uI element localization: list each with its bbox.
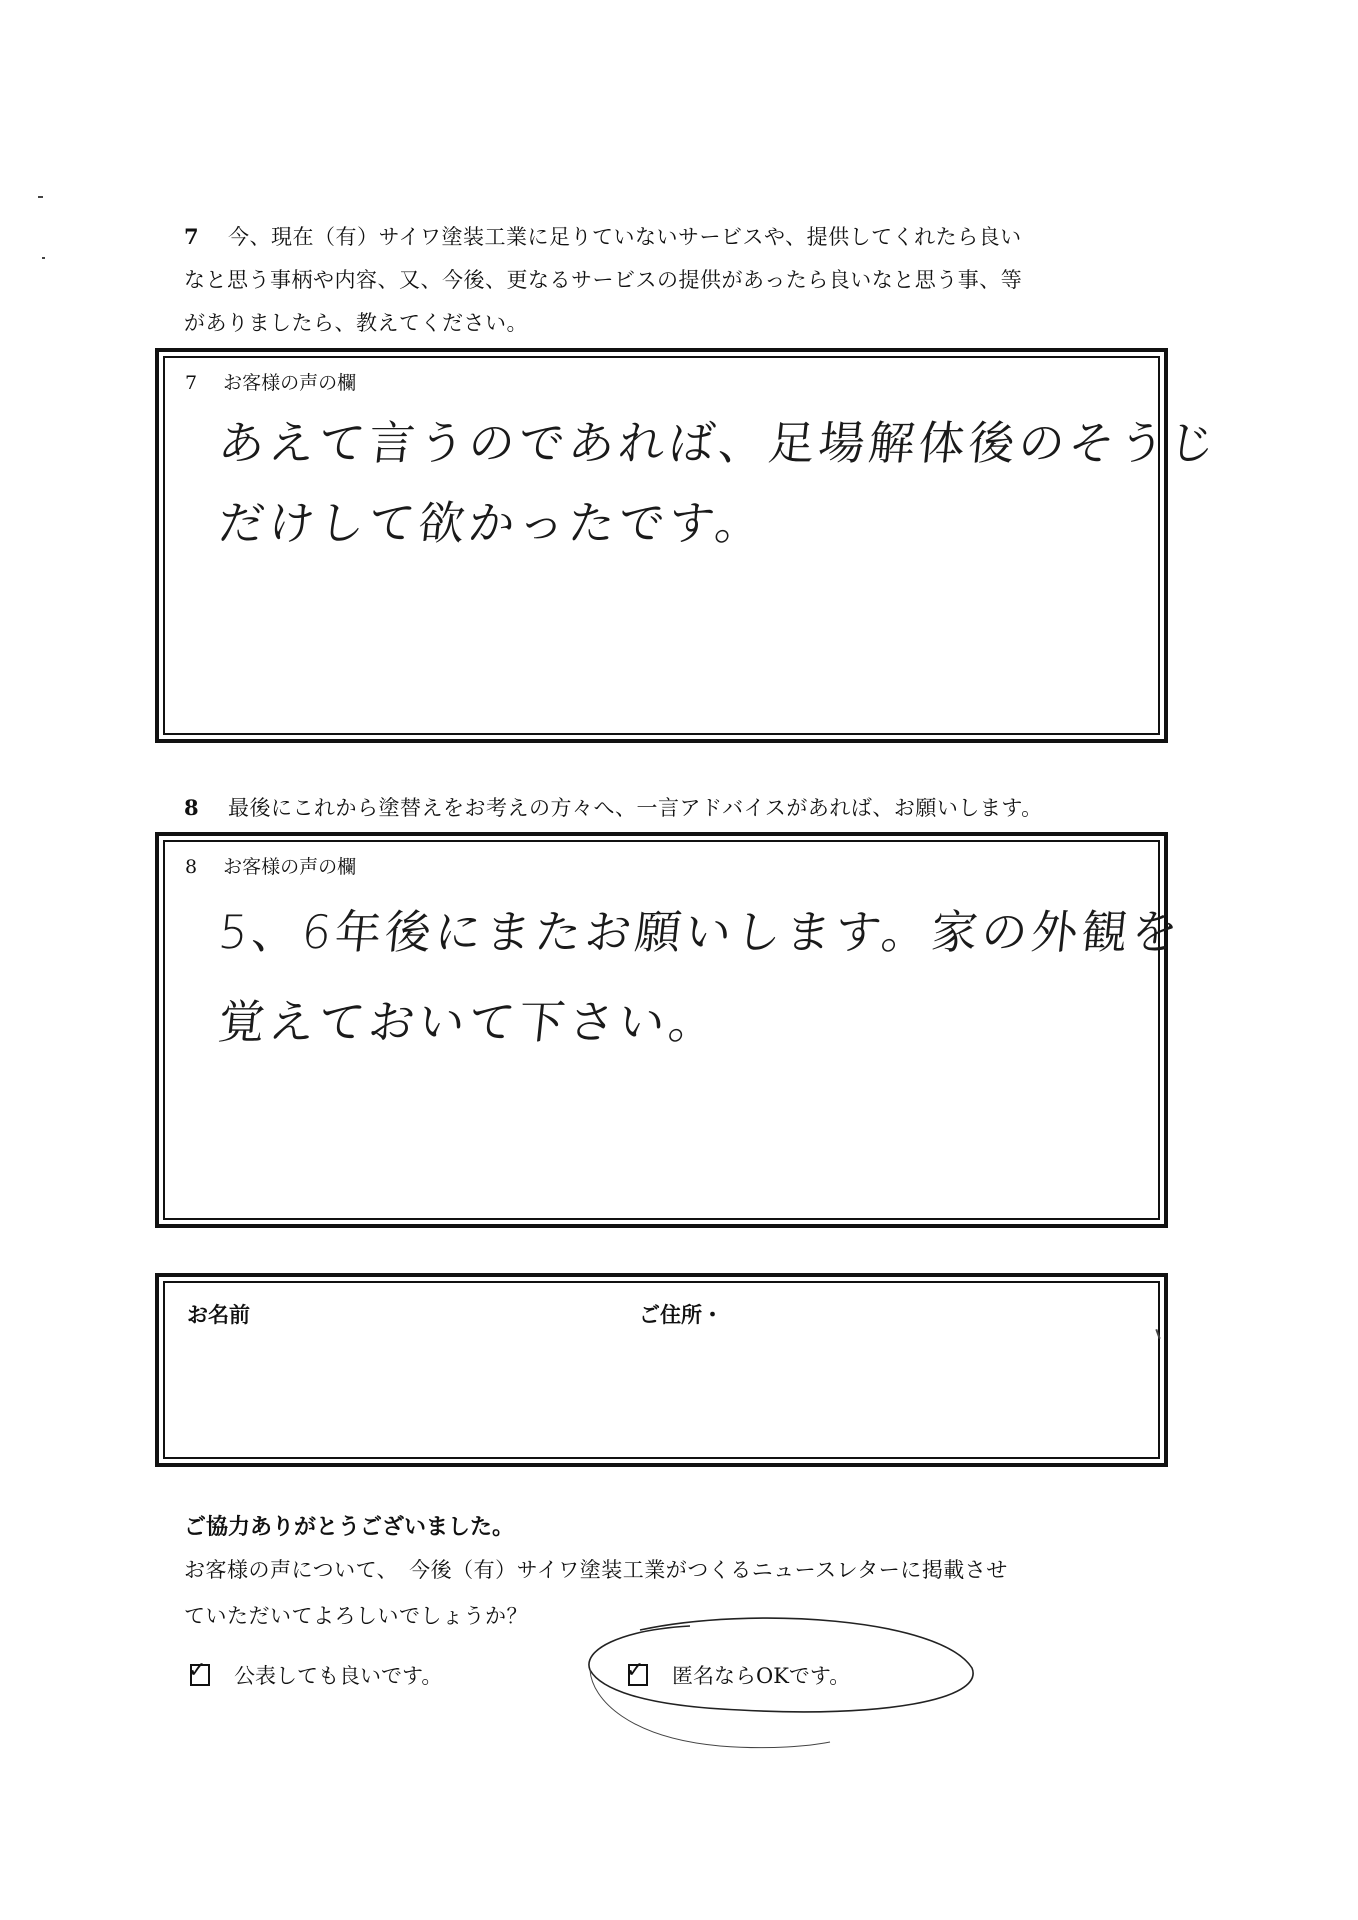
answer-box-7-label <box>185 368 356 395</box>
closing-title: ご協力ありがとうございました。 <box>184 1514 515 1540</box>
question-7-line-3: がありましたら、教えてください。 <box>184 311 528 335</box>
answer-box-7 <box>155 348 1222 743</box>
name-label: お名前 <box>187 1302 250 1327</box>
consent-option-public-label: 公表しても良いです。 <box>234 1664 443 1688</box>
consent-option-anonymous-label: 匿名ならOKです。 <box>672 1664 851 1688</box>
question-7-line-1 <box>184 215 1184 259</box>
answer-box-7-title: お客様の声の欄 <box>223 372 357 394</box>
question-7-number: 7 <box>184 224 200 249</box>
check-mark-icon: ✓ <box>188 1658 207 1683</box>
answer-box-8 <box>155 832 1185 1228</box>
handwritten-answer-7-line-2: だけして欲かったです。 <box>215 496 768 550</box>
question-8-number: 8 <box>184 795 200 820</box>
question-7 <box>184 215 1184 345</box>
closing-line-2: ていただいてよろしいでしょうか？ <box>184 1604 528 1628</box>
closing-line-1: お客様の声について、 今後（有）サイワ塗装工業がつくるニュースレターに掲載させ <box>184 1558 1008 1582</box>
question-7-text: 今、現在（有）サイワ塗装工業に足りていないサービスや、提供してくれたら良い <box>228 225 1022 249</box>
question-8-text: 最後にこれから塗替えをお考えの方々へ、一言アドバイスがあれば、お願いします。 <box>228 796 1043 820</box>
answer-box-8-number: 8 <box>185 856 198 878</box>
check-mark-icon: ✓ <box>626 1658 645 1683</box>
address-label: ご住所・ <box>639 1302 723 1327</box>
contact-box <box>155 1273 1168 1467</box>
scan-speck <box>38 196 43 198</box>
handwritten-answer-8-line-1: 5、6年後にまたお願いします。家の外観を <box>215 905 1185 959</box>
answer-box-7-number: 7 <box>185 372 198 394</box>
public-checkbox[interactable] <box>188 1658 210 1686</box>
scan-speck <box>42 257 45 259</box>
question-8 <box>184 786 1194 830</box>
consent-option-anonymous[interactable] <box>628 1660 850 1690</box>
handwritten-answer-7-line-1: あえて言うのであれば、足場解体後のそうじ <box>215 416 1222 470</box>
question-7-line-2: なと思う事柄や内容、又、今後、更なるサービスの提供があったら良いなと思う事、等 <box>184 268 1023 292</box>
consent-option-public[interactable] <box>190 1660 442 1690</box>
answer-box-8-title: お客様の声の欄 <box>223 856 357 878</box>
answer-box-8-label <box>185 852 356 879</box>
anonymous-checkbox[interactable] <box>626 1658 648 1686</box>
handwritten-answer-8-line-2: 覚えておいて下さい。 <box>215 995 722 1049</box>
